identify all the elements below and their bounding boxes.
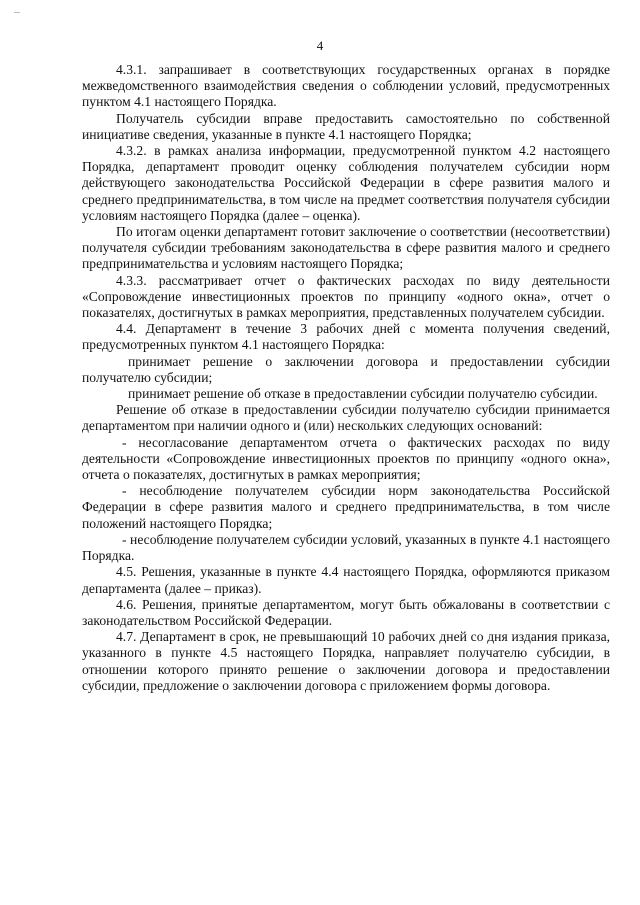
paragraph-decision-grant: принимает решение о заключении договора и предоставлении субсидии получателю субсидии;: [82, 353, 610, 385]
paragraph-4-3-1: 4.3.1. запрашивает в соответствующих государственных органах в порядке межведомственного взаимодействия сведения о соблюдении условий, предусмотренных пунктом 4.1 настоящего Порядка.: [82, 62, 610, 110]
paragraph-4-4: 4.4. Департамент в течение 3 рабочих дней с момента получения сведений, предусмотренных пунктом 4.1 настоящего Порядка:: [82, 321, 610, 353]
page-number: 4: [316, 38, 324, 53]
paragraph-decision-refuse: принимает решение об отказе в предоставлении субсидии получателю субсидии.: [128, 386, 598, 402]
paragraph-4-3-3: 4.3.3. рассматривает отчет о фактических расходах по виду деятельности «Сопровождение инвестиционных проектов по принципу «одного окна», отчет о показателях, достигнутых в рамках мероприятия, представленных получателем субсидии.: [82, 272, 610, 321]
paragraph-refusal-grounds: Решение об отказе в предоставлении субсидии получателю субсидии принимается департаментом при наличии одного и (или) нескольких следующих оснований:: [82, 402, 610, 434]
list-item-ground-2: - несоблюдение получателем субсидии норм законодательства Российской Федерации в сфере развития малого и среднего предпринимательства, в том числе положений настоящего Порядка;: [82, 483, 610, 531]
paragraph-4-5: 4.5. Решения, указанные в пункте 4.4 настоящего Порядка, оформляются приказом департамента (далее – приказ).: [82, 564, 610, 596]
paragraph-4-7: 4.7. Департамент в срок, не превышающий 10 рабочих дней со дня издания приказа, указанного в пункте 4.5 настоящего Порядка, направляет получателю субсидии, в отношении которого принято решение о заключении договора и предоставлении субсидии, предложение о заключении договора с приложением формы договора.: [82, 629, 610, 693]
paragraph-recipient-right: Получатель субсидии вправе предоставить самостоятельно по собственной инициативе сведения, указанные в пункте 4.1 настоящего Порядка;: [82, 110, 610, 142]
paragraph-4-6: 4.6. Решения, принятые департаментом, могут быть обжалованы в соответствии с законодательством Российской Федерации.: [82, 596, 610, 628]
list-item-ground-1: - несогласование департаментом отчета о фактических расходах по виду деятельности «Сопровождение инвестиционных проектов по принципу «одного окна», отчета о показателях, достигнутых в рамках мероприятия;: [82, 434, 610, 483]
list-item-ground-3: - несоблюдение получателем субсидии условий, указанных в пункте 4.1 настоящего Порядка.: [82, 531, 610, 564]
paragraph-assessment-conclusion: По итогам оценки департамент готовит заключение о соответствии (несоответствии) получателя субсидии требованиям законодательства в сфере развития малого и среднего предпринимательства и условиям настоящего Порядка;: [82, 224, 610, 272]
scan-mark: [14, 12, 20, 13]
paragraph-4-3-2: 4.3.2. в рамках анализа информации, предусмотренной пунктом 4.2 настоящего Порядка, департамент проводит оценку соблюдения получателем субсидии норм действующего законодательства Российской Федерации в сфере развития малого и среднего предпринимательства, в том числе на предмет соответствия получателя субсидии условиям настоящего Порядка (далее – оценка).: [82, 143, 610, 223]
document-body: [82, 62, 610, 694]
